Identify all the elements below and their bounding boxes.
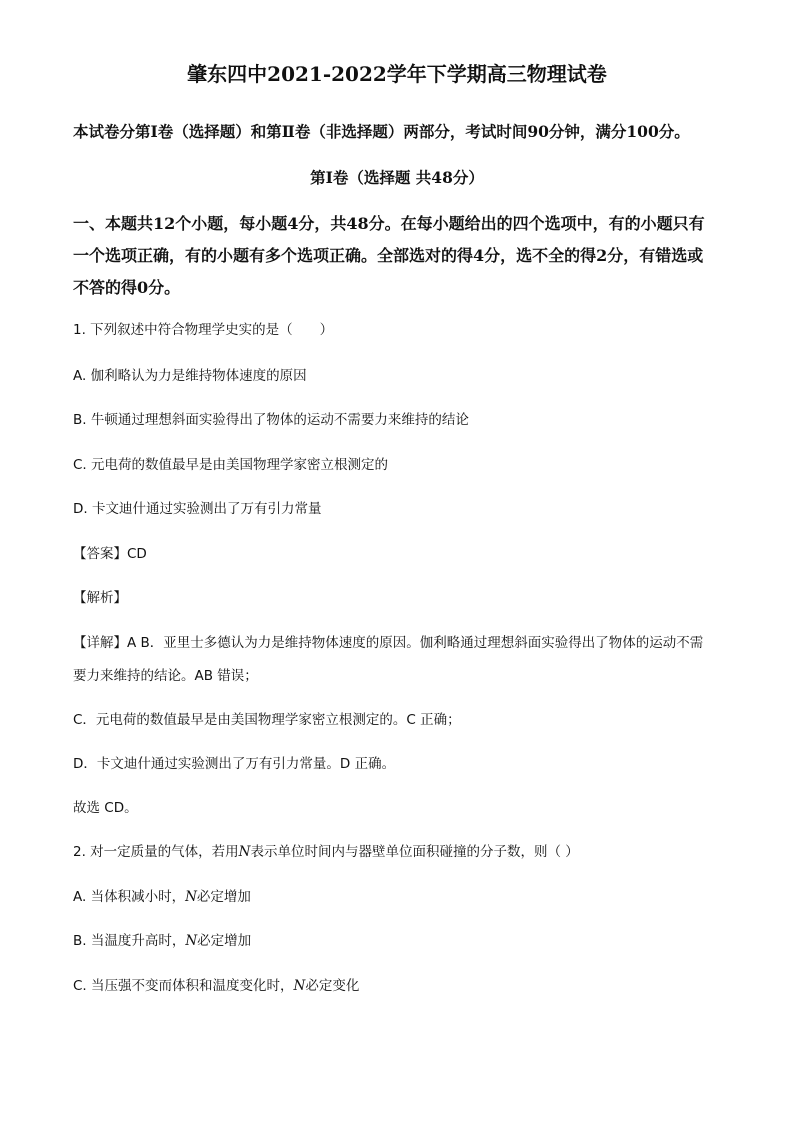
q1-option-d: D. 卡文迪什通过实验测出了万有引力常量 [73, 501, 322, 517]
section-instructions-line-1: 一、本题共12个小题，每小题4分，共48分。在每小题给出的四个选项中，有的小题只有 [73, 214, 705, 233]
answer-label: 【答案】 [73, 546, 127, 562]
q1-option-c: C. 元电荷的数值最早是由美国物理学家密立根测定的 [73, 457, 389, 473]
q2-stem [73, 840, 579, 860]
q1-analysis-label: 【解析】 [73, 590, 127, 606]
q2-symbol: N [185, 933, 198, 949]
q1-option-b: B. 牛顿通过理想斜面实验得出了物体的运动不需要力来维持的结论 [73, 412, 469, 428]
q1-detail-line-5: 故选 CD。 [73, 800, 138, 816]
q2-option-a-prefix: A. 当体积减小时， [73, 889, 186, 905]
detail-text: A B．亚里士多德认为力是维持物体速度的原因。伽利略通过理想斜面实验得出了物体的运动不需 [127, 635, 704, 651]
q2-symbol: N [293, 978, 306, 994]
q2-option-c [73, 974, 359, 994]
answer-value: CD [127, 546, 147, 562]
q1-stem: 1. 下列叙述中符合物理学史实的是（ ） [73, 322, 334, 338]
exam-intro: 本试卷分第Ⅰ卷（选择题）和第Ⅱ卷（非选择题）两部分，考试时间90分钟，满分100分。 [73, 122, 690, 141]
q1-answer [73, 542, 147, 562]
q2-option-b-prefix: B. 当温度升高时， [73, 933, 186, 949]
q2-option-c-prefix: C. 当压强不变而体积和温度变化时， [73, 978, 294, 994]
q2-stem-prefix: 2. 对一定质量的气体，若用 [73, 844, 239, 860]
section-instructions-line-2: 一个选项正确，有的小题有多个选项正确。全部选对的得4分，选不全的得2分，有错选或 [73, 246, 704, 265]
q2-option-b [73, 929, 251, 949]
q2-option-a [73, 885, 251, 905]
detail-label: 【详解】 [73, 635, 127, 651]
q2-option-c-suffix: 必定变化 [305, 978, 360, 994]
section-instructions-line-3: 不答的得0分。 [73, 278, 181, 297]
q1-detail-line-1 [73, 631, 703, 651]
q1-detail-line-4: D．卡文迪什通过实验测出了万有引力常量。D 正确。 [73, 756, 396, 772]
q1-detail-line-2: 要力来维持的结论。AB 错误； [73, 668, 258, 684]
q1-option-a: A. 伽利略认为力是维持物体速度的原因 [73, 368, 307, 384]
q2-symbol: N [238, 844, 251, 860]
part1-heading: 第Ⅰ卷（选择题 共48分） [310, 168, 484, 187]
q2-option-b-suffix: 必定增加 [197, 933, 252, 949]
q2-symbol: N [185, 889, 197, 905]
document-title: 肇东四中2021-2022学年下学期高三物理试卷 [187, 62, 607, 86]
q2-option-a-suffix: 必定增加 [196, 889, 251, 905]
q1-detail-line-3: C．元电荷的数值最早是由美国物理学家密立根测定的。C 正确； [73, 712, 461, 728]
q2-stem-suffix: 表示单位时间内与器壁单位面积碰撞的分子数，则（ ） [250, 844, 579, 860]
